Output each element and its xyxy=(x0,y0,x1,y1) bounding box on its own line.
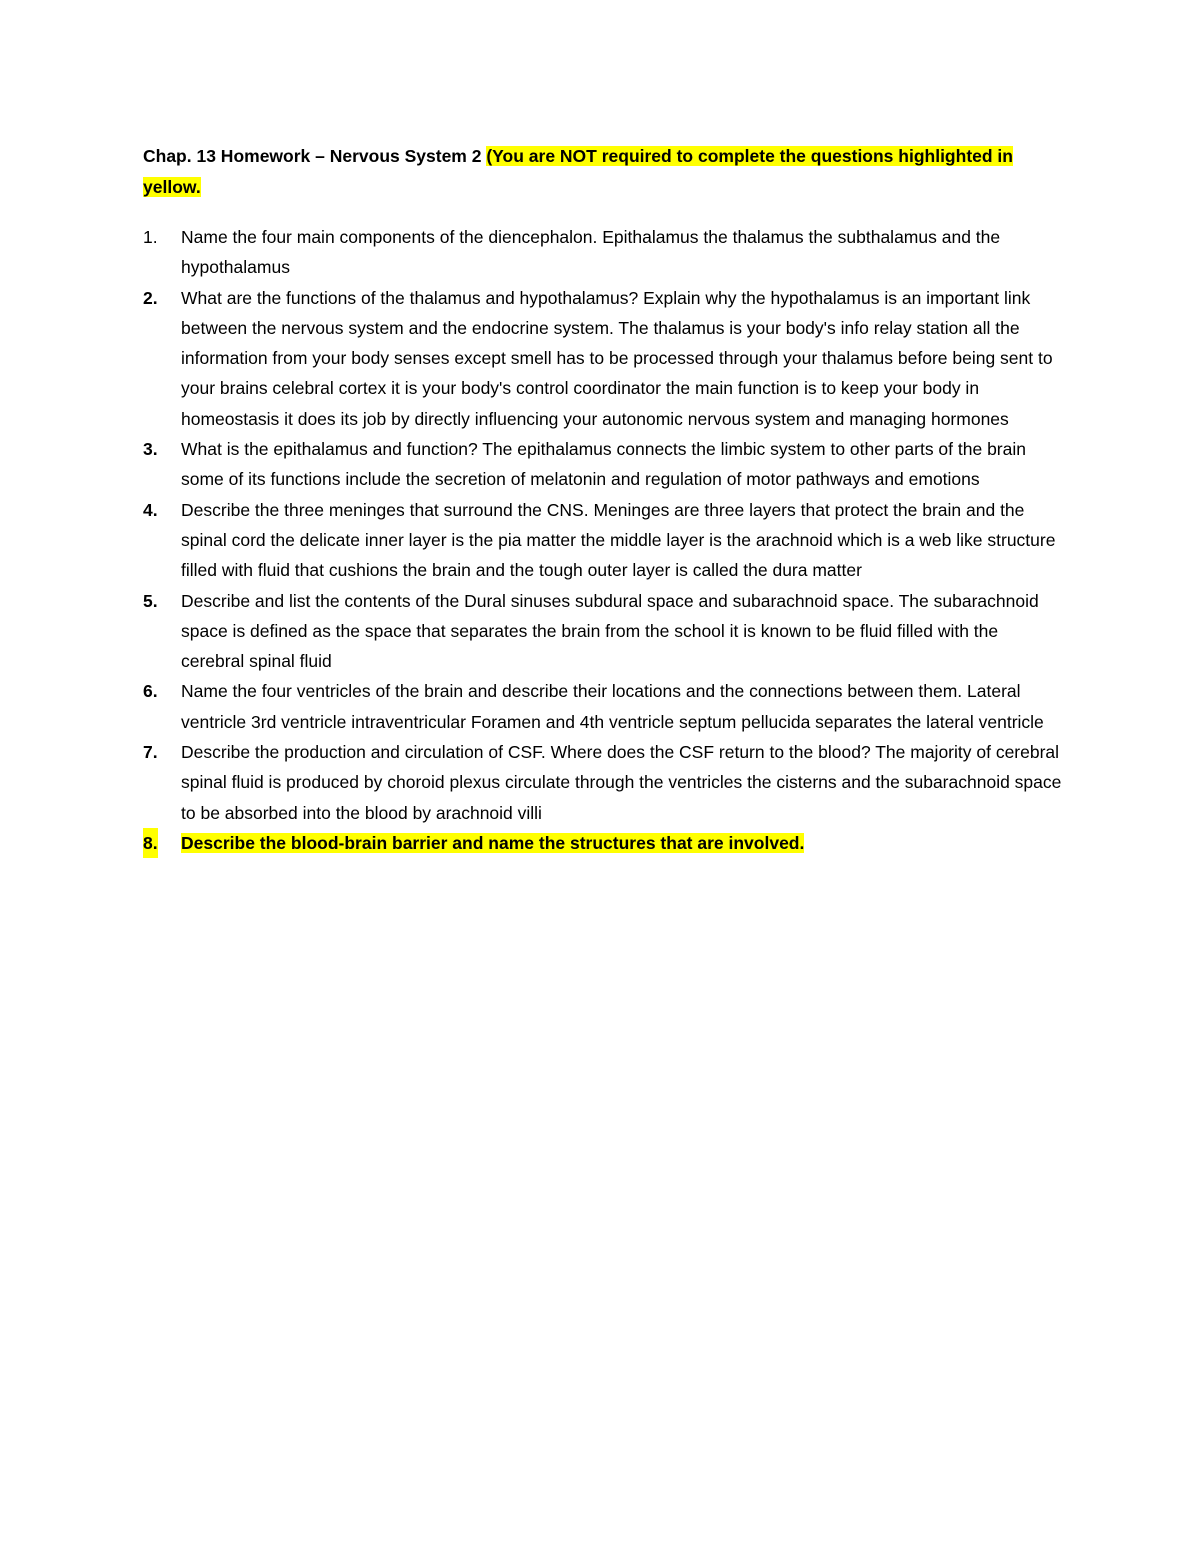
question-item-5 xyxy=(143,586,1063,677)
question-text: Describe the production and circulation of CSF. Where does the CSF return to the blood? The majority of cerebral spinal fluid is produced by choroid plexus circulate through the ventricles the cisterns and the subarachnoid space to be absorbed into the blood by arachnoid villi xyxy=(181,742,1062,823)
question-item-4 xyxy=(143,495,1063,586)
question-item-2 xyxy=(143,283,1063,434)
question-number: 7. xyxy=(143,742,158,763)
question-text: What are the functions of the thalamus and hypothalamus? Explain why the hypothalamus is an important link between the nervous system and the endocrine system. The thalamus is your body's info relay station all the information from your body senses except smell has to be processed through your thalamus before being sent to your brains celebral cortex it is your body's control coordinator the main function is to keep your body in homeostasis it does its job by directly influencing your autonomic nervous system and managing hormones xyxy=(181,287,1053,429)
question-text: Describe the three meninges that surround the CNS. Meninges are three layers that protect the brain and the spinal cord the delicate inner layer is the pia matter the middle layer is the arachnoid which is a web like structure filled with fluid that cushions the brain and the tough outer layer is called the dura matter xyxy=(181,499,1056,581)
question-item-7 xyxy=(143,737,1063,828)
document-heading xyxy=(143,141,1063,202)
question-text: Describe the blood-brain barrier and name the structures that are involved. xyxy=(181,832,805,853)
question-number: 5. xyxy=(143,590,158,611)
question-text: Name the four ventricles of the brain and describe their locations and the connections between them. Lateral ventricle 3rd ventricle intraventricular Foramen and 4th ventricle septum pellucida separates the lateral ventricle xyxy=(181,681,1044,732)
question-text: What is the epithalamus and function? The epithalamus connects the limbic system to other parts of the brain some of its functions include the secretion of melatonin and regulation of motor pathways and emotions xyxy=(181,439,1026,490)
question-item-3 xyxy=(143,434,1063,495)
heading-title: Chap. 13 Homework – Nervous System 2 xyxy=(143,146,487,166)
question-item-1 xyxy=(143,222,1063,283)
question-text: Describe and list the contents of the Dural sinuses subdural space and subarachnoid space. The subarachnoid space is defined as the space that separates the brain from the school it is known to be fluid filled with the cerebral spinal fluid xyxy=(181,590,1039,672)
question-number: 8. xyxy=(143,828,158,858)
heading-highlight-note: (You are NOT required to complete the questions highlighted in yellow. xyxy=(143,146,1013,197)
question-item-8-highlighted xyxy=(143,828,1063,858)
question-number: 6. xyxy=(143,681,158,702)
question-number: 4. xyxy=(143,499,158,520)
question-list xyxy=(143,222,1063,858)
question-text: Name the four main components of the diencephalon. Epithalamus the thalamus the subthalamus and the hypothalamus xyxy=(181,227,1001,278)
question-number: 3. xyxy=(143,439,158,460)
question-item-6 xyxy=(143,676,1063,737)
question-number: 2. xyxy=(143,287,158,308)
question-number: 1. xyxy=(143,227,158,247)
